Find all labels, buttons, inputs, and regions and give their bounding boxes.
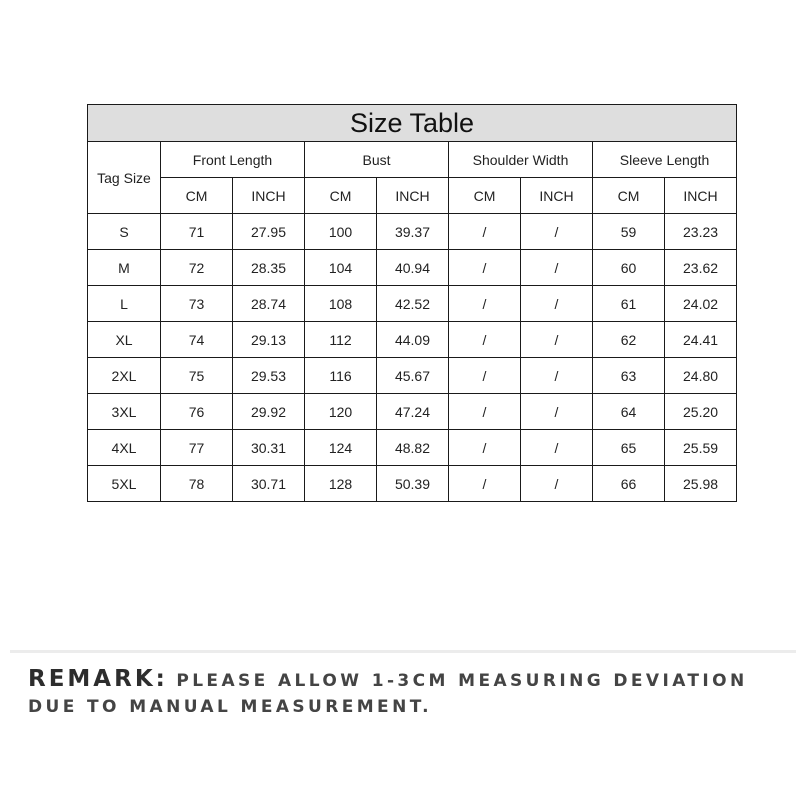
measurement-cell: 23.23: [665, 214, 737, 250]
measurement-cell: 75: [161, 358, 233, 394]
table-row: [88, 358, 737, 394]
measurement-cell: /: [449, 214, 521, 250]
title-row: [88, 105, 737, 142]
measurement-cell: 27.95: [233, 214, 305, 250]
measurement-cell: 108: [305, 286, 377, 322]
measurement-cell: 47.24: [377, 394, 449, 430]
measurement-cell: 29.13: [233, 322, 305, 358]
measurement-cell: 73: [161, 286, 233, 322]
measurement-cell: 100: [305, 214, 377, 250]
unit-header: CM: [305, 178, 377, 214]
measurement-cell: /: [449, 250, 521, 286]
unit-header: CM: [593, 178, 665, 214]
measurement-cell: 44.09: [377, 322, 449, 358]
remark-text: PLEASE ALLOW 1-3CM MEASURING DEVIATION DUE TO MANUAL MEASUREMENT.: [28, 671, 748, 717]
tag-size-cell: L: [88, 286, 161, 322]
measurement-cell: 104: [305, 250, 377, 286]
measurement-cell: 60: [593, 250, 665, 286]
measurement-cell: /: [521, 394, 593, 430]
measurement-cell: 28.35: [233, 250, 305, 286]
table-title: Size Table: [88, 105, 737, 142]
measurement-cell: 116: [305, 358, 377, 394]
measurement-cell: 23.62: [665, 250, 737, 286]
unit-header: INCH: [521, 178, 593, 214]
measurement-cell: 112: [305, 322, 377, 358]
size-table: [87, 104, 737, 502]
measurement-cell: 24.41: [665, 322, 737, 358]
measurement-cell: 42.52: [377, 286, 449, 322]
remark-label: REMARK:: [28, 666, 168, 692]
tag-size-cell: 5XL: [88, 466, 161, 502]
measurement-cell: 28.74: [233, 286, 305, 322]
measurement-cell: 61: [593, 286, 665, 322]
measurement-cell: /: [449, 430, 521, 466]
measurement-cell: 50.39: [377, 466, 449, 502]
measurement-cell: 24.80: [665, 358, 737, 394]
measurement-cell: 76: [161, 394, 233, 430]
tag-size-cell: 4XL: [88, 430, 161, 466]
measurement-cell: 45.67: [377, 358, 449, 394]
tag-size-cell: 3XL: [88, 394, 161, 430]
measurement-cell: /: [521, 286, 593, 322]
table-row: [88, 286, 737, 322]
measurement-cell: /: [521, 430, 593, 466]
unit-header: CM: [449, 178, 521, 214]
measurement-cell: 64: [593, 394, 665, 430]
measurement-cell: /: [521, 466, 593, 502]
measurement-cell: 120: [305, 394, 377, 430]
group-header-bust: Bust: [305, 142, 449, 178]
measurement-cell: 30.71: [233, 466, 305, 502]
group-header-front-length: Front Length: [161, 142, 305, 178]
measurement-cell: /: [449, 394, 521, 430]
measurement-cell: 29.92: [233, 394, 305, 430]
measurement-cell: /: [521, 214, 593, 250]
measurement-cell: 77: [161, 430, 233, 466]
measurement-cell: 30.31: [233, 430, 305, 466]
unit-header: CM: [161, 178, 233, 214]
measurement-cell: 71: [161, 214, 233, 250]
unit-header: INCH: [665, 178, 737, 214]
group-header-sleeve-length: Sleeve Length: [593, 142, 737, 178]
measurement-cell: 74: [161, 322, 233, 358]
table-row: [88, 430, 737, 466]
unit-header-row: [88, 178, 737, 214]
measurement-cell: 72: [161, 250, 233, 286]
measurement-cell: 40.94: [377, 250, 449, 286]
unit-header: INCH: [233, 178, 305, 214]
measurement-cell: 39.37: [377, 214, 449, 250]
measurement-cell: 29.53: [233, 358, 305, 394]
measurement-cell: 128: [305, 466, 377, 502]
measurement-cell: 59: [593, 214, 665, 250]
tag-size-cell: M: [88, 250, 161, 286]
table-row: [88, 214, 737, 250]
table-row: [88, 466, 737, 502]
table-row: [88, 250, 737, 286]
measurement-cell: 65: [593, 430, 665, 466]
tag-size-cell: S: [88, 214, 161, 250]
measurement-cell: 25.98: [665, 466, 737, 502]
measurement-cell: 25.20: [665, 394, 737, 430]
measurement-cell: /: [521, 358, 593, 394]
section-divider: [10, 650, 796, 653]
table-row: [88, 394, 737, 430]
measurement-cell: 24.02: [665, 286, 737, 322]
measurement-cell: 78: [161, 466, 233, 502]
measurement-cell: /: [449, 358, 521, 394]
measurement-cell: /: [449, 286, 521, 322]
measurement-cell: /: [521, 322, 593, 358]
measurement-cell: /: [521, 250, 593, 286]
tag-size-cell: 2XL: [88, 358, 161, 394]
tag-size-cell: XL: [88, 322, 161, 358]
measurement-cell: 48.82: [377, 430, 449, 466]
group-header-shoulder-width: Shoulder Width: [449, 142, 593, 178]
measurement-cell: 63: [593, 358, 665, 394]
group-header-row: [88, 142, 737, 178]
table-row: [88, 322, 737, 358]
measurement-cell: 124: [305, 430, 377, 466]
measurement-cell: 62: [593, 322, 665, 358]
remark-note: [28, 666, 798, 720]
unit-header: INCH: [377, 178, 449, 214]
tag-size-header: Tag Size: [88, 142, 161, 214]
measurement-cell: 25.59: [665, 430, 737, 466]
measurement-cell: /: [449, 466, 521, 502]
measurement-cell: 66: [593, 466, 665, 502]
measurement-cell: /: [449, 322, 521, 358]
